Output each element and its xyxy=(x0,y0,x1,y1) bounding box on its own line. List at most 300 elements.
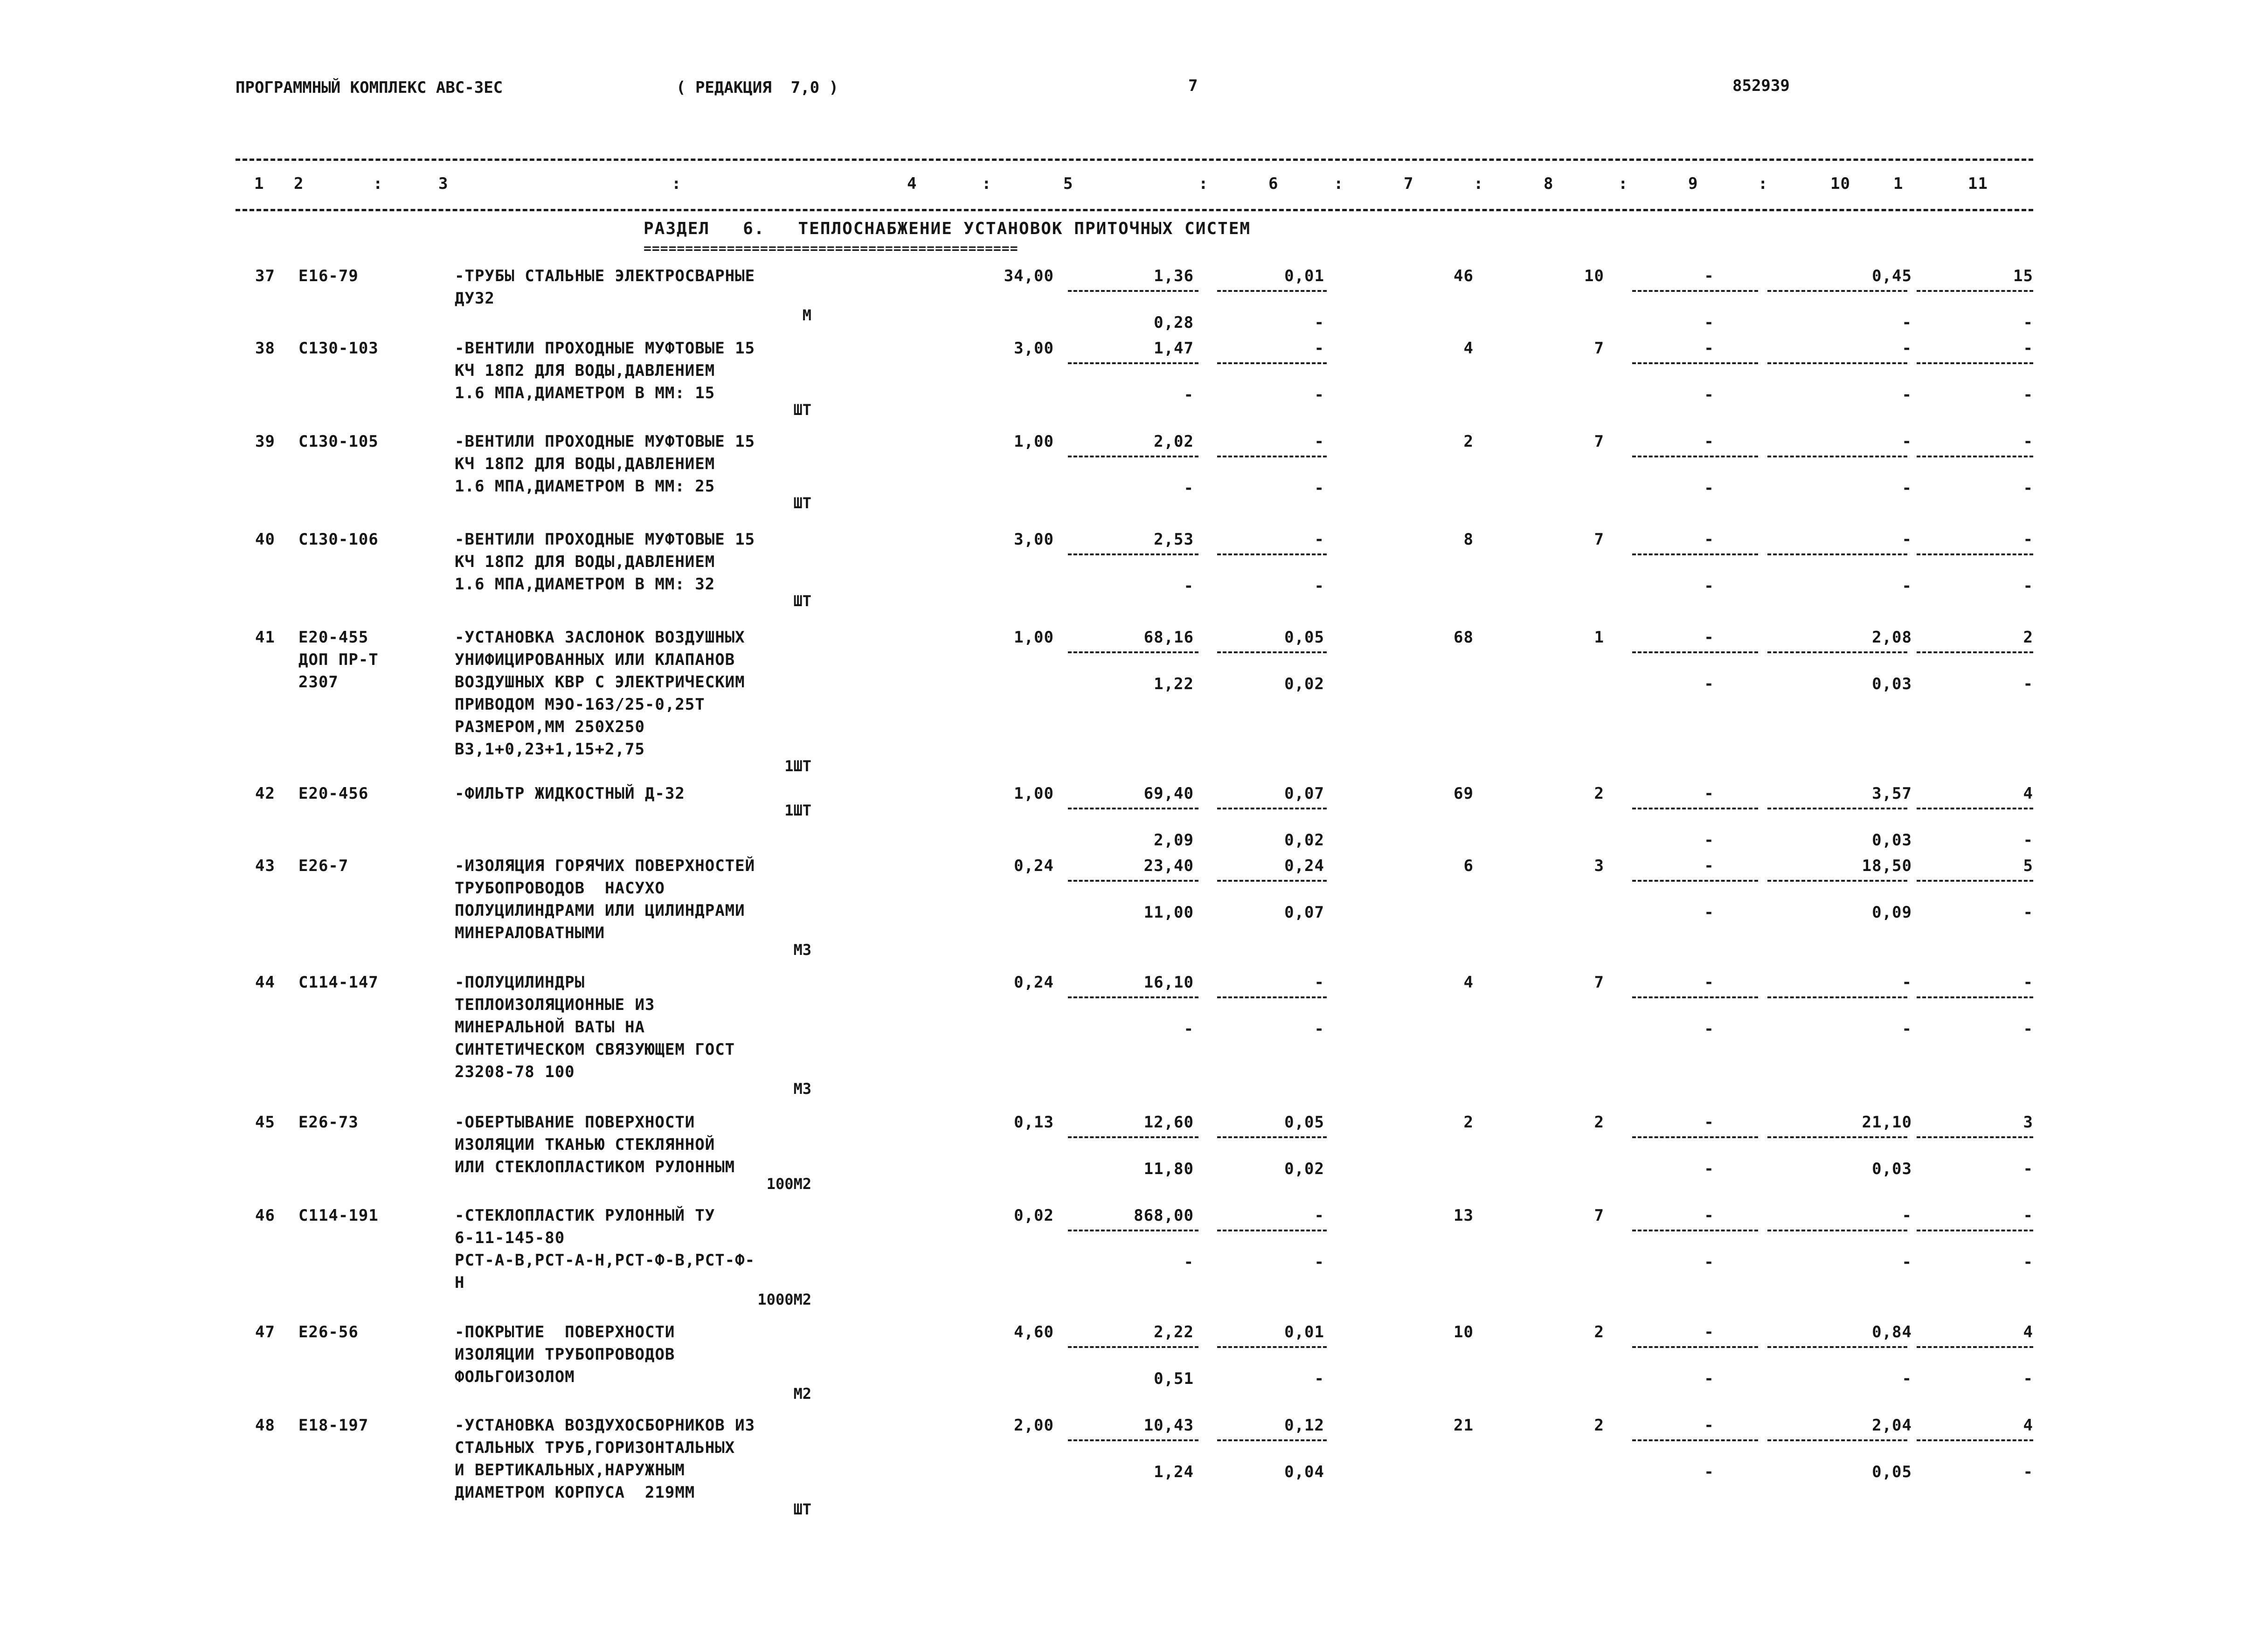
total-cost-secondary: 2 xyxy=(1594,1416,1604,1435)
column-header-cell: : xyxy=(1758,174,1768,193)
cell-separator-rule xyxy=(1917,1439,2033,1441)
column-header-cell: 3 xyxy=(438,174,449,193)
unit-cost-machine-wages: 0,02 xyxy=(1284,1160,1324,1178)
work-description: 6-11-145-80 xyxy=(455,1229,565,1247)
page-number: 7 xyxy=(1188,76,1198,95)
total-cost: 21 xyxy=(1454,1416,1474,1435)
labor-hours-secondary: 0,05 xyxy=(1872,1463,1912,1481)
cell-separator-rule xyxy=(1632,651,1758,653)
cell-separator-rule xyxy=(1917,880,2033,882)
unit-cost-total: 868,00 xyxy=(1134,1206,1194,1225)
table-top-rule xyxy=(235,159,2033,161)
cell-separator-rule xyxy=(1632,1136,1758,1138)
unit-of-measure: 1000М2 xyxy=(757,1291,811,1308)
unit-cost-machine: 0,01 xyxy=(1284,267,1324,285)
labor-hours: - xyxy=(1902,1206,1912,1225)
work-description: ИЗОЛЯЦИИ ТКАНЬЮ СТЕКЛЯННОЙ xyxy=(455,1135,715,1154)
row-number: 46 xyxy=(255,1206,275,1225)
work-description: ФОЛЬГОИЗОЛОМ xyxy=(455,1368,575,1386)
cell-separator-rule xyxy=(1068,1136,1198,1138)
cell-separator-rule xyxy=(1917,996,2033,998)
cell-separator-rule xyxy=(1917,808,2033,809)
cell-separator-rule xyxy=(1068,290,1198,292)
unit-cost-machine: - xyxy=(1314,1206,1324,1225)
labor-total: 3 xyxy=(2023,1113,2033,1132)
total-cost-secondary: 3 xyxy=(1594,857,1604,875)
cell-separator-rule xyxy=(1767,651,1907,653)
labor-hours-secondary: - xyxy=(1902,313,1912,332)
cell-separator-rule xyxy=(1217,996,1327,998)
unit-cost-wages: - xyxy=(1184,1020,1194,1038)
labor-total-secondary: - xyxy=(2023,675,2033,693)
unit-cost-wages: 2,09 xyxy=(1154,831,1194,850)
unit-cost-total: 23,40 xyxy=(1143,857,1194,875)
quantity: 1,00 xyxy=(1014,628,1054,647)
cell-separator-rule xyxy=(1068,1230,1198,1231)
work-description: ВОЗДУШНЫХ КВР С ЭЛЕКТРИЧЕСКИМ xyxy=(455,673,745,691)
unit-cost-machine: 0,12 xyxy=(1284,1416,1324,1435)
cell-separator-rule xyxy=(1068,1439,1198,1441)
column-header-cell: 5 xyxy=(1063,174,1074,193)
unit-of-measure: 1ШТ xyxy=(784,757,811,775)
work-description: И ВЕРТИКАЛЬНЫХ,НАРУЖНЫМ xyxy=(455,1461,685,1479)
work-description: КЧ 18П2 ДЛЯ ВОДЫ,ДАВЛЕНИЕМ xyxy=(455,455,715,473)
labor-total-secondary: - xyxy=(2023,903,2033,922)
labor-total: 2 xyxy=(2023,628,2033,647)
total-cost-secondary: 7 xyxy=(1594,432,1604,451)
labor-value-secondary: - xyxy=(1704,831,1714,850)
labor-value-secondary: - xyxy=(1704,675,1714,693)
labor-hours-secondary: 0,09 xyxy=(1872,903,1912,922)
unit-cost-machine-wages: - xyxy=(1314,479,1324,498)
labor-value: - xyxy=(1704,1113,1714,1132)
cell-separator-rule xyxy=(1217,1439,1327,1441)
program-title: ПРОГРАММНЫЙ КОМПЛЕКС АВС-3ЕС xyxy=(235,78,503,97)
table-header-rule xyxy=(235,209,2033,211)
labor-total-secondary: - xyxy=(2023,1253,2033,1272)
cell-separator-rule xyxy=(1917,651,2033,653)
unit-cost-total: 1,36 xyxy=(1154,267,1194,285)
cell-separator-rule xyxy=(1917,456,2033,457)
row-number: 40 xyxy=(255,530,275,549)
total-cost: 8 xyxy=(1463,530,1474,549)
unit-cost-machine-wages: - xyxy=(1314,577,1324,595)
work-description: 1.6 МПА,ДИАМЕТРОМ В ММ: 32 xyxy=(455,575,715,594)
cell-separator-rule xyxy=(1632,553,1758,555)
cell-separator-rule xyxy=(1217,808,1327,809)
total-cost: 2 xyxy=(1463,1113,1474,1132)
edition-label: ( РЕДАКЦИЯ 7,0 ) xyxy=(676,78,838,97)
row-number: 42 xyxy=(255,784,275,803)
labor-hours: - xyxy=(1902,973,1912,992)
unit-cost-wages: - xyxy=(1184,577,1194,595)
labor-value-secondary: - xyxy=(1704,1253,1714,1272)
rate-code: Е20-455 xyxy=(298,628,369,647)
unit-cost-total: 2,53 xyxy=(1154,530,1194,549)
work-description: МИНЕРАЛОВАТНЫМИ xyxy=(455,924,605,942)
total-cost: 46 xyxy=(1454,267,1474,285)
row-number: 44 xyxy=(255,973,275,992)
column-header-cell: 6 xyxy=(1268,174,1279,193)
total-cost: 4 xyxy=(1463,339,1474,358)
labor-hours-secondary: - xyxy=(1902,1020,1912,1038)
unit-cost-machine-wages: 0,02 xyxy=(1284,675,1324,693)
unit-cost-machine-wages: - xyxy=(1314,386,1324,404)
cell-separator-rule xyxy=(1068,456,1198,457)
work-description: ТРУБОПРОВОДОВ НАСУХО xyxy=(455,879,665,898)
labor-hours-secondary: 0,03 xyxy=(1872,831,1912,850)
cell-separator-rule xyxy=(1917,1346,2033,1348)
labor-value-secondary: - xyxy=(1704,313,1714,332)
labor-hours-secondary: - xyxy=(1902,577,1912,595)
work-description: -ВЕНТИЛИ ПРОХОДНЫЕ МУФТОВЫЕ 15 xyxy=(455,339,755,358)
unit-cost-total: 2,02 xyxy=(1154,432,1194,451)
total-cost-secondary: 10 xyxy=(1584,267,1604,285)
labor-hours: - xyxy=(1902,432,1912,451)
cell-separator-rule xyxy=(1068,880,1198,882)
labor-total-secondary: - xyxy=(2023,1369,2033,1388)
unit-cost-total: 1,47 xyxy=(1154,339,1194,358)
unit-cost-machine-wages: - xyxy=(1314,1253,1324,1272)
column-header-cell: : xyxy=(1198,174,1209,193)
work-description: УНИФИЦИРОВАННЫХ ИЛИ КЛАПАНОВ xyxy=(455,650,735,669)
total-cost: 2 xyxy=(1463,432,1474,451)
unit-cost-total: 68,16 xyxy=(1143,628,1194,647)
cell-separator-rule xyxy=(1217,1136,1327,1138)
labor-total: - xyxy=(2023,973,2033,992)
labor-total: 4 xyxy=(2023,784,2033,803)
quantity: 1,00 xyxy=(1014,432,1054,451)
cell-separator-rule xyxy=(1632,362,1758,364)
rate-code: Е26-7 xyxy=(298,857,349,875)
work-description: Н xyxy=(455,1273,465,1292)
labor-total-secondary: - xyxy=(2023,1463,2033,1481)
rate-code: С114-191 xyxy=(298,1206,379,1225)
labor-hours-secondary: - xyxy=(1902,1369,1912,1388)
unit-cost-machine: 0,05 xyxy=(1284,628,1324,647)
quantity: 3,00 xyxy=(1014,530,1054,549)
cell-separator-rule xyxy=(1632,996,1758,998)
cell-separator-rule xyxy=(1917,362,2033,364)
unit-cost-machine: 0,24 xyxy=(1284,857,1324,875)
cell-separator-rule xyxy=(1767,996,1907,998)
labor-total-secondary: - xyxy=(2023,479,2033,498)
work-description: ИЗОЛЯЦИИ ТРУБОПРОВОДОВ xyxy=(455,1345,675,1364)
total-cost-secondary: 2 xyxy=(1594,784,1604,803)
labor-hours-secondary: 0,03 xyxy=(1872,675,1912,693)
column-header-cell: : xyxy=(672,174,682,193)
cell-separator-rule xyxy=(1217,651,1327,653)
work-description: ДИАМЕТРОМ КОРПУСА 219ММ xyxy=(455,1483,695,1502)
labor-value: - xyxy=(1704,267,1714,285)
total-cost-secondary: 7 xyxy=(1594,339,1604,358)
cell-separator-rule xyxy=(1068,651,1198,653)
cell-separator-rule xyxy=(1767,880,1907,882)
column-header-cell: : xyxy=(982,174,992,193)
total-cost-secondary: 7 xyxy=(1594,973,1604,992)
labor-total: 4 xyxy=(2023,1416,2033,1435)
column-header-cell: : xyxy=(1334,174,1344,193)
unit-cost-total: 10,43 xyxy=(1143,1416,1194,1435)
cell-separator-rule xyxy=(1632,880,1758,882)
work-description: -ФИЛЬТР ЖИДКОСТНЫЙ Д-32 xyxy=(455,784,685,803)
unit-of-measure: М2 xyxy=(793,1385,811,1403)
labor-value: - xyxy=(1704,784,1714,803)
work-description: -ИЗОЛЯЦИЯ ГОРЯЧИХ ПОВЕРХНОСТЕЙ xyxy=(455,857,755,875)
rate-code: С130-106 xyxy=(298,530,379,549)
work-description: РСТ-А-В,РСТ-А-Н,РСТ-Ф-В,РСТ-Ф- xyxy=(455,1251,755,1270)
column-header-cell: : xyxy=(373,174,383,193)
unit-cost-wages: - xyxy=(1184,479,1194,498)
labor-value-secondary: - xyxy=(1704,903,1714,922)
unit-cost-total: 12,60 xyxy=(1143,1113,1194,1132)
labor-hours: 18,50 xyxy=(1862,857,1912,875)
unit-cost-wages: 0,28 xyxy=(1154,313,1194,332)
total-cost-secondary: 7 xyxy=(1594,530,1604,549)
labor-value: - xyxy=(1704,339,1714,358)
labor-value: - xyxy=(1704,1416,1714,1435)
quantity: 0,24 xyxy=(1014,973,1054,992)
labor-value: - xyxy=(1704,530,1714,549)
rate-code: 2307 xyxy=(298,673,339,691)
work-description: -ПОКРЫТИЕ ПОВЕРХНОСТИ xyxy=(455,1323,675,1341)
unit-cost-machine: - xyxy=(1314,339,1324,358)
labor-total: - xyxy=(2023,432,2033,451)
work-description: -ВЕНТИЛИ ПРОХОДНЫЕ МУФТОВЫЕ 15 xyxy=(455,432,755,451)
cell-separator-rule xyxy=(1068,996,1198,998)
labor-total-secondary: - xyxy=(2023,1020,2033,1038)
unit-cost-wages: 1,24 xyxy=(1154,1463,1194,1481)
labor-value: - xyxy=(1704,1206,1714,1225)
cell-separator-rule xyxy=(1068,362,1198,364)
unit-cost-wages: 1,22 xyxy=(1154,675,1194,693)
labor-value: - xyxy=(1704,628,1714,647)
cell-separator-rule xyxy=(1217,1230,1327,1231)
labor-total: - xyxy=(2023,530,2033,549)
unit-cost-wages: 11,00 xyxy=(1143,903,1194,922)
cell-separator-rule xyxy=(1217,553,1327,555)
unit-cost-total: 16,10 xyxy=(1143,973,1194,992)
cell-separator-rule xyxy=(1217,880,1327,882)
cell-separator-rule xyxy=(1767,1346,1907,1348)
unit-cost-total: 2,22 xyxy=(1154,1323,1194,1341)
cell-separator-rule xyxy=(1632,290,1758,292)
row-number: 45 xyxy=(255,1113,275,1132)
unit-of-measure: 1ШТ xyxy=(784,802,811,819)
work-description: 1.6 МПА,ДИАМЕТРОМ В ММ: 25 xyxy=(455,477,715,496)
column-header-cell: 9 xyxy=(1688,174,1698,193)
unit-of-measure: М3 xyxy=(793,941,811,959)
rate-code: ДОП ПР-Т xyxy=(298,650,379,669)
rate-code: С114-147 xyxy=(298,973,379,992)
row-number: 41 xyxy=(255,628,275,647)
rate-code: Е20-456 xyxy=(298,784,369,803)
column-header-cell: 7 xyxy=(1404,174,1414,193)
row-number: 37 xyxy=(255,267,275,285)
cell-separator-rule xyxy=(1217,456,1327,457)
work-description: СТАЛЬНЫХ ТРУБ,ГОРИЗОНТАЛЬНЫХ xyxy=(455,1438,735,1457)
work-description: -ОБЕРТЫВАНИЕ ПОВЕРХНОСТИ xyxy=(455,1113,695,1132)
cell-separator-rule xyxy=(1767,456,1907,457)
unit-of-measure: ШТ xyxy=(793,592,811,610)
unit-cost-wages: - xyxy=(1184,1253,1194,1272)
labor-total: 5 xyxy=(2023,857,2033,875)
cell-separator-rule xyxy=(1917,290,2033,292)
labor-hours: 0,84 xyxy=(1872,1323,1912,1341)
work-description: РАЗМЕРОМ,ММ 250Х250 xyxy=(455,718,645,736)
total-cost: 13 xyxy=(1454,1206,1474,1225)
cell-separator-rule xyxy=(1632,808,1758,809)
unit-cost-wages: - xyxy=(1184,386,1194,404)
work-description: -ВЕНТИЛИ ПРОХОДНЫЕ МУФТОВЫЕ 15 xyxy=(455,530,755,549)
cell-separator-rule xyxy=(1767,362,1907,364)
row-number: 39 xyxy=(255,432,275,451)
cell-separator-rule xyxy=(1632,1439,1758,1441)
labor-hours-secondary: - xyxy=(1902,1253,1912,1272)
unit-cost-machine: - xyxy=(1314,973,1324,992)
unit-cost-wages: 0,51 xyxy=(1154,1369,1194,1388)
column-header-cell: 1 xyxy=(1893,174,1904,193)
row-number: 47 xyxy=(255,1323,275,1341)
work-description: КЧ 18П2 ДЛЯ ВОДЫ,ДАВЛЕНИЕМ xyxy=(455,553,715,571)
cell-separator-rule xyxy=(1767,553,1907,555)
cell-separator-rule xyxy=(1068,1346,1198,1348)
rate-code: С130-105 xyxy=(298,432,379,451)
cell-separator-rule xyxy=(1632,456,1758,457)
total-cost: 4 xyxy=(1463,973,1474,992)
unit-cost-machine-wages: - xyxy=(1314,1369,1324,1388)
work-description: -ПОЛУЦИЛИНДРЫ xyxy=(455,973,585,992)
column-header-cell: 11 xyxy=(1968,174,1988,193)
labor-value-secondary: - xyxy=(1704,386,1714,404)
quantity: 0,13 xyxy=(1014,1113,1054,1132)
rate-code: Е26-73 xyxy=(298,1113,359,1132)
unit-cost-machine-wages: - xyxy=(1314,1020,1324,1038)
labor-hours: 2,04 xyxy=(1872,1416,1912,1435)
total-cost-secondary: 1 xyxy=(1594,628,1604,647)
column-header-cell: : xyxy=(1618,174,1628,193)
quantity: 34,00 xyxy=(1004,267,1054,285)
column-header-cell: 2 xyxy=(294,174,304,193)
cell-separator-rule xyxy=(1217,290,1327,292)
cell-separator-rule xyxy=(1917,1136,2033,1138)
labor-hours: 0,45 xyxy=(1872,267,1912,285)
work-description: СИНТЕТИЧЕСКОМ СВЯЗУЮЩЕМ ГОСТ xyxy=(455,1040,735,1059)
labor-hours: 21,10 xyxy=(1862,1113,1912,1132)
quantity: 3,00 xyxy=(1014,339,1054,358)
section-title: РАЗДЕЛ 6. ТЕПЛОСНАБЖЕНИЕ УСТАНОВОК ПРИТОЧНЫХ СИСТЕМ xyxy=(644,219,1251,238)
quantity: 1,00 xyxy=(1014,784,1054,803)
labor-hours-secondary: - xyxy=(1902,479,1912,498)
cell-separator-rule xyxy=(1767,1439,1907,1441)
unit-cost-machine: - xyxy=(1314,530,1324,549)
unit-cost-machine-wages: 0,02 xyxy=(1284,831,1324,850)
cell-separator-rule xyxy=(1632,1230,1758,1231)
unit-cost-wages: 11,80 xyxy=(1143,1160,1194,1178)
cell-separator-rule xyxy=(1767,290,1907,292)
work-description: 23208-78 100 xyxy=(455,1063,575,1081)
work-description: КЧ 18П2 ДЛЯ ВОДЫ,ДАВЛЕНИЕМ xyxy=(455,361,715,380)
row-number: 48 xyxy=(255,1416,275,1435)
column-header-cell: : xyxy=(1474,174,1484,193)
labor-hours: - xyxy=(1902,530,1912,549)
labor-value-secondary: - xyxy=(1704,1369,1714,1388)
column-header-cell: 1 xyxy=(254,174,264,193)
work-description: ИЛИ СТЕКЛОПЛАСТИКОМ РУЛОННЫМ xyxy=(455,1158,735,1176)
labor-hours-secondary: 0,03 xyxy=(1872,1160,1912,1178)
column-header-cell: 10 xyxy=(1830,174,1850,193)
labor-value: - xyxy=(1704,1323,1714,1341)
total-cost-secondary: 2 xyxy=(1594,1323,1604,1341)
column-header-cell: 4 xyxy=(907,174,917,193)
cell-separator-rule xyxy=(1632,1346,1758,1348)
unit-of-measure: ШТ xyxy=(793,494,811,512)
cell-separator-rule xyxy=(1217,1346,1327,1348)
work-description: 1.6 МПА,ДИАМЕТРОМ В ММ: 15 xyxy=(455,384,715,402)
rate-code: Е16-79 xyxy=(298,267,359,285)
labor-total-secondary: - xyxy=(2023,313,2033,332)
unit-of-measure: ШТ xyxy=(793,1500,811,1518)
unit-cost-machine: 0,05 xyxy=(1284,1113,1324,1132)
labor-hours: 3,57 xyxy=(1872,784,1912,803)
labor-total-secondary: - xyxy=(2023,831,2033,850)
work-description: ДУ32 xyxy=(455,289,495,308)
cell-separator-rule xyxy=(1767,808,1907,809)
labor-total: 15 xyxy=(2013,267,2033,285)
total-cost: 68 xyxy=(1454,628,1474,647)
document-number: 852939 xyxy=(1732,76,1790,95)
labor-total: - xyxy=(2023,1206,2033,1225)
rate-code: Е18-197 xyxy=(298,1416,369,1435)
labor-value-secondary: - xyxy=(1704,577,1714,595)
unit-cost-machine-wages: - xyxy=(1314,313,1324,332)
labor-value: - xyxy=(1704,857,1714,875)
work-description: МИНЕРАЛЬНОЙ ВАТЫ НА xyxy=(455,1018,645,1037)
quantity: 4,60 xyxy=(1014,1323,1054,1341)
labor-hours: - xyxy=(1902,339,1912,358)
cell-separator-rule xyxy=(1917,553,2033,555)
labor-total-secondary: - xyxy=(2023,1160,2033,1178)
total-cost: 10 xyxy=(1454,1323,1474,1341)
cell-separator-rule xyxy=(1068,553,1198,555)
column-header-cell: 8 xyxy=(1544,174,1554,193)
cell-separator-rule xyxy=(1767,1136,1907,1138)
unit-cost-machine: 0,01 xyxy=(1284,1323,1324,1341)
rate-code: С130-103 xyxy=(298,339,379,358)
labor-value: - xyxy=(1704,973,1714,992)
unit-of-measure: 100М2 xyxy=(766,1175,811,1193)
labor-value: - xyxy=(1704,432,1714,451)
labor-hours: 2,08 xyxy=(1872,628,1912,647)
total-cost: 6 xyxy=(1463,857,1474,875)
row-number: 38 xyxy=(255,339,275,358)
work-description: -УСТАНОВКА ЗАСЛОНОК ВОЗДУШНЫХ xyxy=(455,628,745,647)
cell-separator-rule xyxy=(1917,1230,2033,1231)
work-description: ТЕПЛОИЗОЛЯЦИОННЫЕ ИЗ xyxy=(455,995,655,1014)
cell-separator-rule xyxy=(1068,808,1198,809)
quantity: 2,00 xyxy=(1014,1416,1054,1435)
quantity: 0,24 xyxy=(1014,857,1054,875)
cell-separator-rule xyxy=(1767,1230,1907,1231)
total-cost-secondary: 7 xyxy=(1594,1206,1604,1225)
work-description: ПРИВОДОМ МЭО-163/25-0,25Т xyxy=(455,695,705,714)
unit-cost-machine-wages: 0,04 xyxy=(1284,1463,1324,1481)
work-description: -ТРУБЫ СТАЛЬНЫЕ ЭЛЕКТРОСВАРНЫЕ xyxy=(455,267,755,285)
work-description: -УСТАНОВКА ВОЗДУХОСБОРНИКОВ ИЗ xyxy=(455,1416,755,1435)
rate-code: Е26-56 xyxy=(298,1323,359,1341)
total-cost: 69 xyxy=(1454,784,1474,803)
cell-separator-rule xyxy=(1217,362,1327,364)
